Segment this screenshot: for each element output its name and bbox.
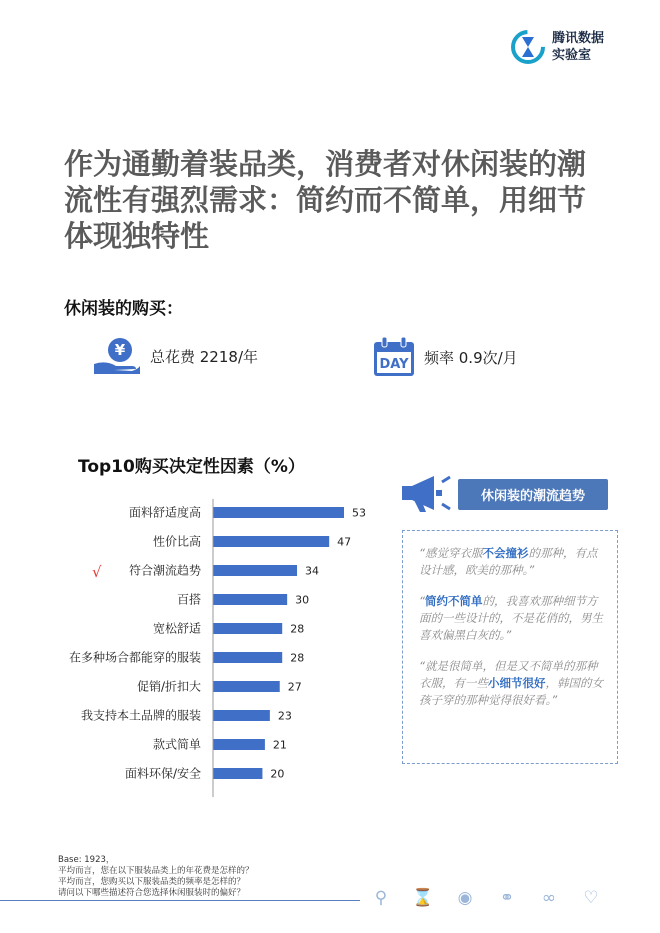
- value-label: 53: [352, 506, 366, 520]
- value-label: 23: [277, 709, 292, 723]
- trend-panel: [400, 474, 608, 514]
- value-label: 34: [305, 564, 320, 578]
- chart-title: Top10购买决定性因素（%）: [78, 457, 305, 477]
- footer-divider: [0, 900, 360, 901]
- title-line-2: 流性有强烈需求：简约而不简单，用细节: [64, 183, 587, 217]
- frequency-text: 频率 0.9次/月: [424, 348, 518, 367]
- logo-line-2: 实验室: [552, 48, 592, 63]
- bar: [213, 710, 270, 721]
- value-label: 28: [290, 622, 305, 636]
- eye-icon: ◉: [457, 888, 473, 908]
- category-label: 百搭: [176, 592, 201, 607]
- quote-box: [402, 530, 618, 764]
- handshake-icon: ♡: [583, 888, 599, 908]
- category-label: 宽松舒适: [152, 621, 201, 636]
- bar: [213, 565, 297, 576]
- footnote-line-2: 平均而言，您在以下服装品类上的年花费是怎样的？: [58, 866, 254, 876]
- globe-icon: ⚭: [499, 888, 515, 908]
- category-label: 我支持本土品牌的服装: [80, 708, 201, 723]
- title-line-3: 体现独特性: [64, 219, 210, 253]
- hourglass-icon: ⌛: [412, 888, 434, 908]
- value-label: 27: [287, 680, 302, 694]
- checkmark-icon: √: [92, 563, 102, 581]
- footnote-line-4: 请问以下哪些描述符合您选择休闲服装时的偏好？: [58, 888, 246, 898]
- category-label: 在多种场合都能穿的服装: [68, 650, 201, 665]
- category-label: 性价比高: [152, 534, 201, 549]
- category-label: 促销/折扣大: [136, 679, 201, 694]
- bar: [213, 623, 282, 634]
- quote-2: “简约不简单的，我喜欢那种细节方面的一些设计的，不是花俏的，男生喜欢偏黑白灰的。”: [419, 594, 603, 642]
- category-label: 符合潮流趋势: [128, 563, 201, 578]
- bar: [213, 594, 287, 605]
- footer-icons: [368, 888, 604, 908]
- footnote-line-3: 平均而言，您购买以下服装品类的频率是怎样的？: [58, 877, 246, 887]
- title-line-1: 作为通勤着装品类，消费者对休闲装的潮: [64, 147, 587, 181]
- infinity-icon: ∞: [541, 888, 557, 908]
- footnote: [58, 855, 254, 899]
- trend-title: 休闲装的潮流趋势: [458, 479, 608, 510]
- purchase-heading: 休闲装的购买：: [64, 299, 183, 319]
- logo-line-1: 腾讯数据: [552, 31, 605, 46]
- bar: [213, 739, 265, 750]
- footnote-line-1: Base: 1923，: [58, 855, 115, 865]
- bar: [213, 507, 344, 518]
- megaphone-icon: [400, 474, 452, 514]
- bar: [213, 768, 262, 779]
- calendar-day-text: DAY: [379, 357, 409, 372]
- value-label: 20: [270, 767, 285, 781]
- category-label: 面料舒适度高: [128, 505, 201, 520]
- quote-1: “感觉穿衣服不会撞衫的那种，有点设计感，欧美的那种。”: [419, 546, 598, 577]
- bar: [213, 536, 329, 547]
- category-label: 面料环保/安全: [124, 766, 201, 781]
- value-label: 28: [290, 651, 305, 665]
- value-label: 47: [337, 535, 352, 549]
- search-icon: ⚲: [374, 888, 388, 908]
- bar: [213, 681, 280, 692]
- svg-text:¥: ¥: [114, 341, 126, 359]
- value-label: 21: [272, 738, 287, 752]
- quote-3: “就是很简单，但是又不简单的那种衣服，有一些小细节很好，韩国的女孩子穿的那种觉得很好看。”: [419, 659, 603, 707]
- total-spend-text: 总花费 2218/年: [150, 347, 258, 366]
- value-label: 30: [295, 593, 310, 607]
- category-label: 款式简单: [152, 737, 201, 752]
- bar: [213, 652, 282, 663]
